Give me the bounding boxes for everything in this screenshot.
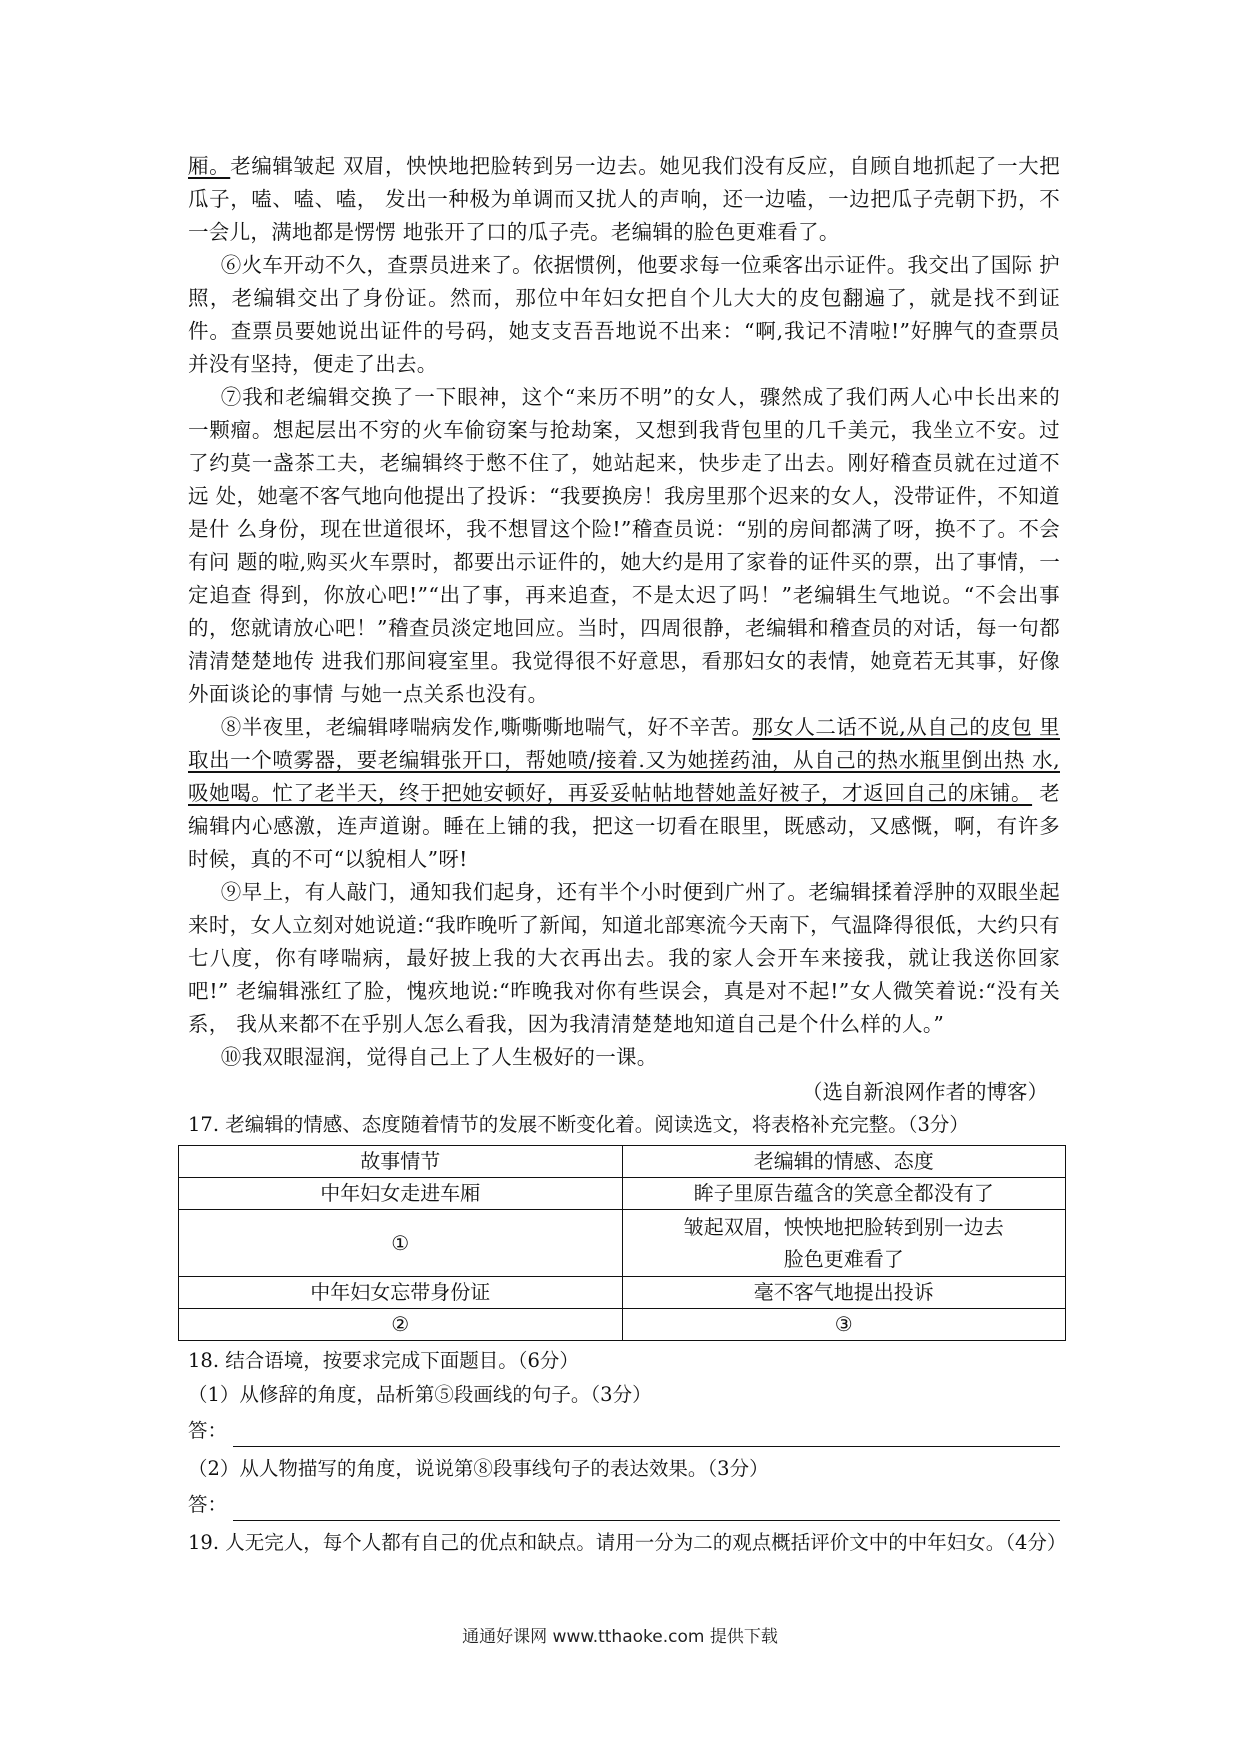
paragraph-10: ⑩我双眼湿润，觉得自己上了人生极好的一课。 xyxy=(220,1045,658,1069)
exam-page xyxy=(188,150,1067,1559)
underlined-text: 厢。 xyxy=(188,154,231,178)
question-18-2: （2）从人物描写的角度，说说第⑧段事线句子的表达效果。（3分） xyxy=(188,1457,769,1480)
paragraph-text: 老编辑皱起 双眉，怏怏地把脸转到另一边去。她见我们没有反应，自顾自地抓起了一大把瓜子，嗑、嗑、嗑， 发出一种极为单调而又扰人的声响，还一边嗑，一边把瓜子壳朝下扔，不一会儿，满地都是愣愣 地张开了口的瓜子壳。老编辑的脸色更难看了。 xyxy=(188,154,1061,244)
answer-label: 答： xyxy=(188,1419,228,1442)
paragraph-6: ⑥火车开动不久，查票员进来了。依据惯例，他要求每一位乘客出示证件。我交出了国际 护照，老编辑交出了身份证。然而，那位中年妇女把自个儿大大的皮包翻遍了，就是找不到证 件。查票员要她说出证件的号码，她支支吾吾地说不出来：“啊,我记不清啦!”好脾气的查票员 并没有坚持，便走了出去。 xyxy=(188,253,1060,376)
page-footer: 通通好课网 www.tthaoke.com 提供下载 xyxy=(462,1627,778,1647)
table-cell-blank[interactable]: ② xyxy=(179,1309,623,1341)
answer-line[interactable] xyxy=(233,1496,1060,1521)
paragraph-text: 老编辑内心感激，连声道谢。睡在上铺的我，把这一切看在眼里，既感动，又感慨，啊，有许多时候，真的不可“以貌相人”呀! xyxy=(188,781,1060,871)
cell-line: 皱起双眉，怏怏地把脸转到别一边去 xyxy=(683,1215,1004,1239)
question-19: 19. 人无完人，每个人都有自己的优点和缺点。请用一分为二的观点概括评价文中的中年妇女。（4分） xyxy=(188,1531,1067,1554)
table-row xyxy=(179,1309,1066,1341)
question-18-1: （1）从修辞的角度，品析第⑤段画线的句子。（3分） xyxy=(188,1383,652,1406)
paragraph-9: ⑨早上，有人敲门，通知我们起身，还有半个小时便到广州了。老编辑揉着浮肿的双眼坐起 来时，女人立刻对她说道:“我昨晚听了新闻，知道北部寒流今天南下，气温降得很低，大约只有 七八度，你有哮喘病，最好披上我的大衣再出去。我的家人会开车来接我，就让我送你回家吧!” 老编辑涨红了脸，愧疚地说:“昨晚我对你有些误会，真是对不起!”女人微笑着说:“没有关系， 我从来都不在乎别人怎么看我，因为我清清楚楚地知道自己是个什么样的人。” xyxy=(188,880,1060,1036)
table-row xyxy=(179,1210,1066,1277)
table-header-row xyxy=(179,1146,1066,1178)
table-cell: 中年妇女忘带身份证 xyxy=(179,1277,623,1309)
paragraph-8 xyxy=(188,711,1060,876)
table-cell: 眸子里原告蕴含的笑意全都没有了 xyxy=(622,1178,1066,1210)
table-header: 故事情节 xyxy=(179,1146,623,1178)
table-row xyxy=(179,1277,1066,1309)
answer-label: 答： xyxy=(188,1493,228,1516)
table-header: 老编辑的情感、态度 xyxy=(622,1146,1066,1178)
underlined-text: 那女人二话不说,从自己的皮包 里取出一个喷雾器，要老编辑张开口，帮她喷/接着.又为她搓药油，从自己的热水瓶里倒出热 水,吸她喝。忙了老半天，终于把她安顿好，再妥妥帖帖地替她盖好被子，才返回自己的床铺。 xyxy=(188,715,1060,805)
table-row xyxy=(179,1178,1066,1210)
table-cell-blank[interactable]: ③ xyxy=(622,1309,1066,1341)
paragraph-5-tail xyxy=(188,150,1060,249)
source-citation: （选自新浪网作者的博客） xyxy=(802,1080,1048,1104)
table-cell: 中年妇女走进车厢 xyxy=(179,1178,623,1210)
answer-row-18-1 xyxy=(188,1415,1060,1447)
paragraph-7: ⑦我和老编辑交换了一下眼神，这个“来历不明”的女人，骤然成了我们两人心中长出来的 一颗瘤。想起层出不穷的火车偷窃案与抢劫案，又想到我背包里的几千美元，我坐立不安。过 了约莫一盏茶工夫，老编辑终于憋不住了，她站起来，快步走了出去。刚好稽查员就在过道不远 处，她毫不客气地向他提出了投诉：“我要换房！我房里那个迟来的女人，没带证件，不知道是什 么身份，现在世道很坏，我不想冒这个险!”稽查员说：“别的房间都满了呀，换不了。不会有问 题的啦,购买火车票时，都要出示证件的，她大约是用了家眷的证件买的票，出了事情，一定追查 得到，你放心吧!”“出了事，再来追查，不是太迟了吗！”老编辑生气地说。“不会出事的，您就请放心吧！”稽查员淡定地回应。当时，四周很静，老编辑和稽查员的对话，每一句都清清楚楚地传 进我们那间寝室里。我觉得很不好意思，看那妇女的表情，她竟若无其事，好像外面谈论的事情 与她一点关系也没有。 xyxy=(188,385,1060,706)
answer-line[interactable] xyxy=(233,1422,1060,1447)
cell-line: 脸色更难看了 xyxy=(783,1247,904,1271)
question-17: 17. 老编辑的情感、态度随着情节的发展不断变化着。阅读选文，将表格补充完整。（3分） xyxy=(188,1113,969,1136)
question-18: 18. 结合语境，按要求完成下面题目。（6分） xyxy=(188,1349,579,1372)
table-cell: 毫不客气地提出投诉 xyxy=(622,1277,1066,1309)
answer-table xyxy=(178,1145,1066,1341)
table-cell-blank[interactable]: ① xyxy=(179,1210,623,1277)
paragraph-text: ⑧半夜里，老编辑哮喘病发作,嘶嘶嘶地喘气，好不辛苦。 xyxy=(220,715,753,739)
answer-row-18-2 xyxy=(188,1489,1060,1521)
table-cell xyxy=(622,1210,1066,1277)
